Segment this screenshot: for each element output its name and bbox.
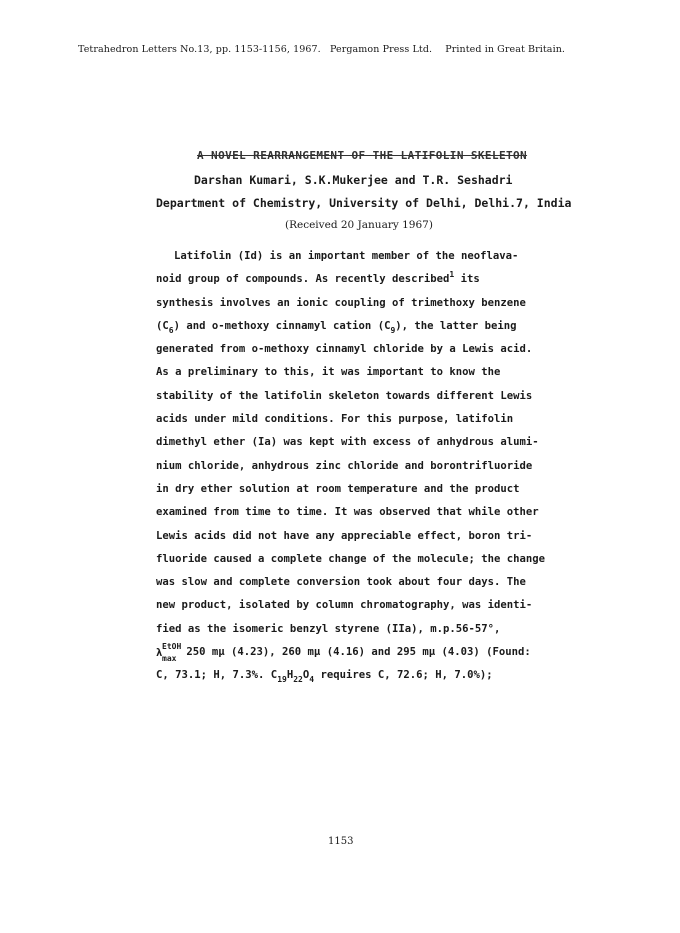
body-line bbox=[156, 641, 616, 664]
lambda-glyph: λ bbox=[156, 647, 163, 660]
body-line: stability of the latifolin skeleton towards different Lewis bbox=[156, 389, 533, 402]
subscript: 22 bbox=[293, 675, 303, 685]
journal-header bbox=[78, 44, 638, 55]
body-text: H bbox=[286, 669, 294, 682]
body-line bbox=[156, 268, 616, 291]
article-body bbox=[156, 245, 616, 688]
body-text: ) and o-methoxy cinnamyl cation (C bbox=[173, 319, 391, 332]
printed-in: Printed in Great Britain. bbox=[445, 44, 566, 55]
body-line: fied as the isomeric benzyl styrene (IIa), m.p.56-57°, bbox=[156, 622, 501, 635]
body-line: was slow and complete conversion took about four days. The bbox=[156, 576, 526, 589]
publisher: Pergamon Press Ltd. bbox=[329, 44, 433, 55]
subscript: 6 bbox=[168, 325, 174, 335]
body-line: acids under mild conditions. For this purpose, latifolin bbox=[156, 413, 514, 426]
body-line bbox=[156, 664, 616, 687]
max-label: max bbox=[162, 654, 177, 664]
received-date: (Received 20 January 1967) bbox=[285, 219, 433, 231]
body-line: Latifolin (Id) is an important member of the neoflava- bbox=[174, 250, 519, 262]
body-line: dimethyl ether (Ia) was kept with excess of anhydrous alumi- bbox=[156, 436, 539, 449]
body-text: O bbox=[302, 669, 310, 682]
body-line: new product, isolated by column chromatography, was identi- bbox=[156, 599, 533, 612]
article-authors: Darshan Kumari, S.K.Mukerjee and T.R. Seshadri bbox=[194, 173, 513, 187]
body-line: As a preliminary to this, it was important to know the bbox=[156, 366, 501, 379]
article-title: A NOVEL REARRANGEMENT OF THE LATIFOLIN SKELETON bbox=[197, 149, 528, 162]
lambda-max-symbol bbox=[156, 642, 182, 664]
footnote-ref: 1 bbox=[449, 270, 455, 280]
subscript: 4 bbox=[309, 675, 315, 685]
body-line: fluoride caused a complete change of the molecule; the change bbox=[156, 552, 546, 565]
page-number: 1153 bbox=[328, 836, 354, 847]
body-text: (C bbox=[156, 319, 169, 332]
body-text: noid group of compounds. As recently described bbox=[156, 273, 450, 286]
journal-citation: Tetrahedron Letters No.13, pp. 1153-1156, 1967. bbox=[78, 44, 321, 55]
body-line: nium chloride, anhydrous zinc chloride and borontrifluoride bbox=[156, 459, 533, 472]
body-text: ), the latter being bbox=[395, 319, 517, 332]
body-line: Lewis acids did not have any appreciable effect, boron tri- bbox=[156, 529, 533, 542]
author-affiliation: Department of Chemistry, University of Delhi, Delhi.7, India bbox=[156, 196, 572, 210]
body-line: generated from o-methoxy cinnamyl chloride by a Lewis acid. bbox=[156, 343, 533, 356]
body-text: 250 mμ (4.23), 260 mμ (4.16) and 295 mμ (4.03) (Found: bbox=[180, 646, 531, 659]
body-line: in dry ether solution at room temperature and the product bbox=[156, 482, 520, 495]
solvent-label: EtOH bbox=[162, 642, 182, 652]
subscript: 9 bbox=[390, 325, 396, 335]
body-line: synthesis involves an ionic coupling of trimethoxy benzene bbox=[156, 296, 526, 309]
body-text: requires C, 72.6; H, 7.0%); bbox=[314, 669, 493, 682]
body-line: examined from time to time. It was observed that while other bbox=[156, 506, 539, 519]
body-text: C, 73.1; H, 7.3%. C bbox=[156, 669, 278, 682]
subscript: 19 bbox=[277, 675, 287, 685]
body-text: its bbox=[454, 273, 480, 286]
body-line bbox=[156, 315, 616, 338]
